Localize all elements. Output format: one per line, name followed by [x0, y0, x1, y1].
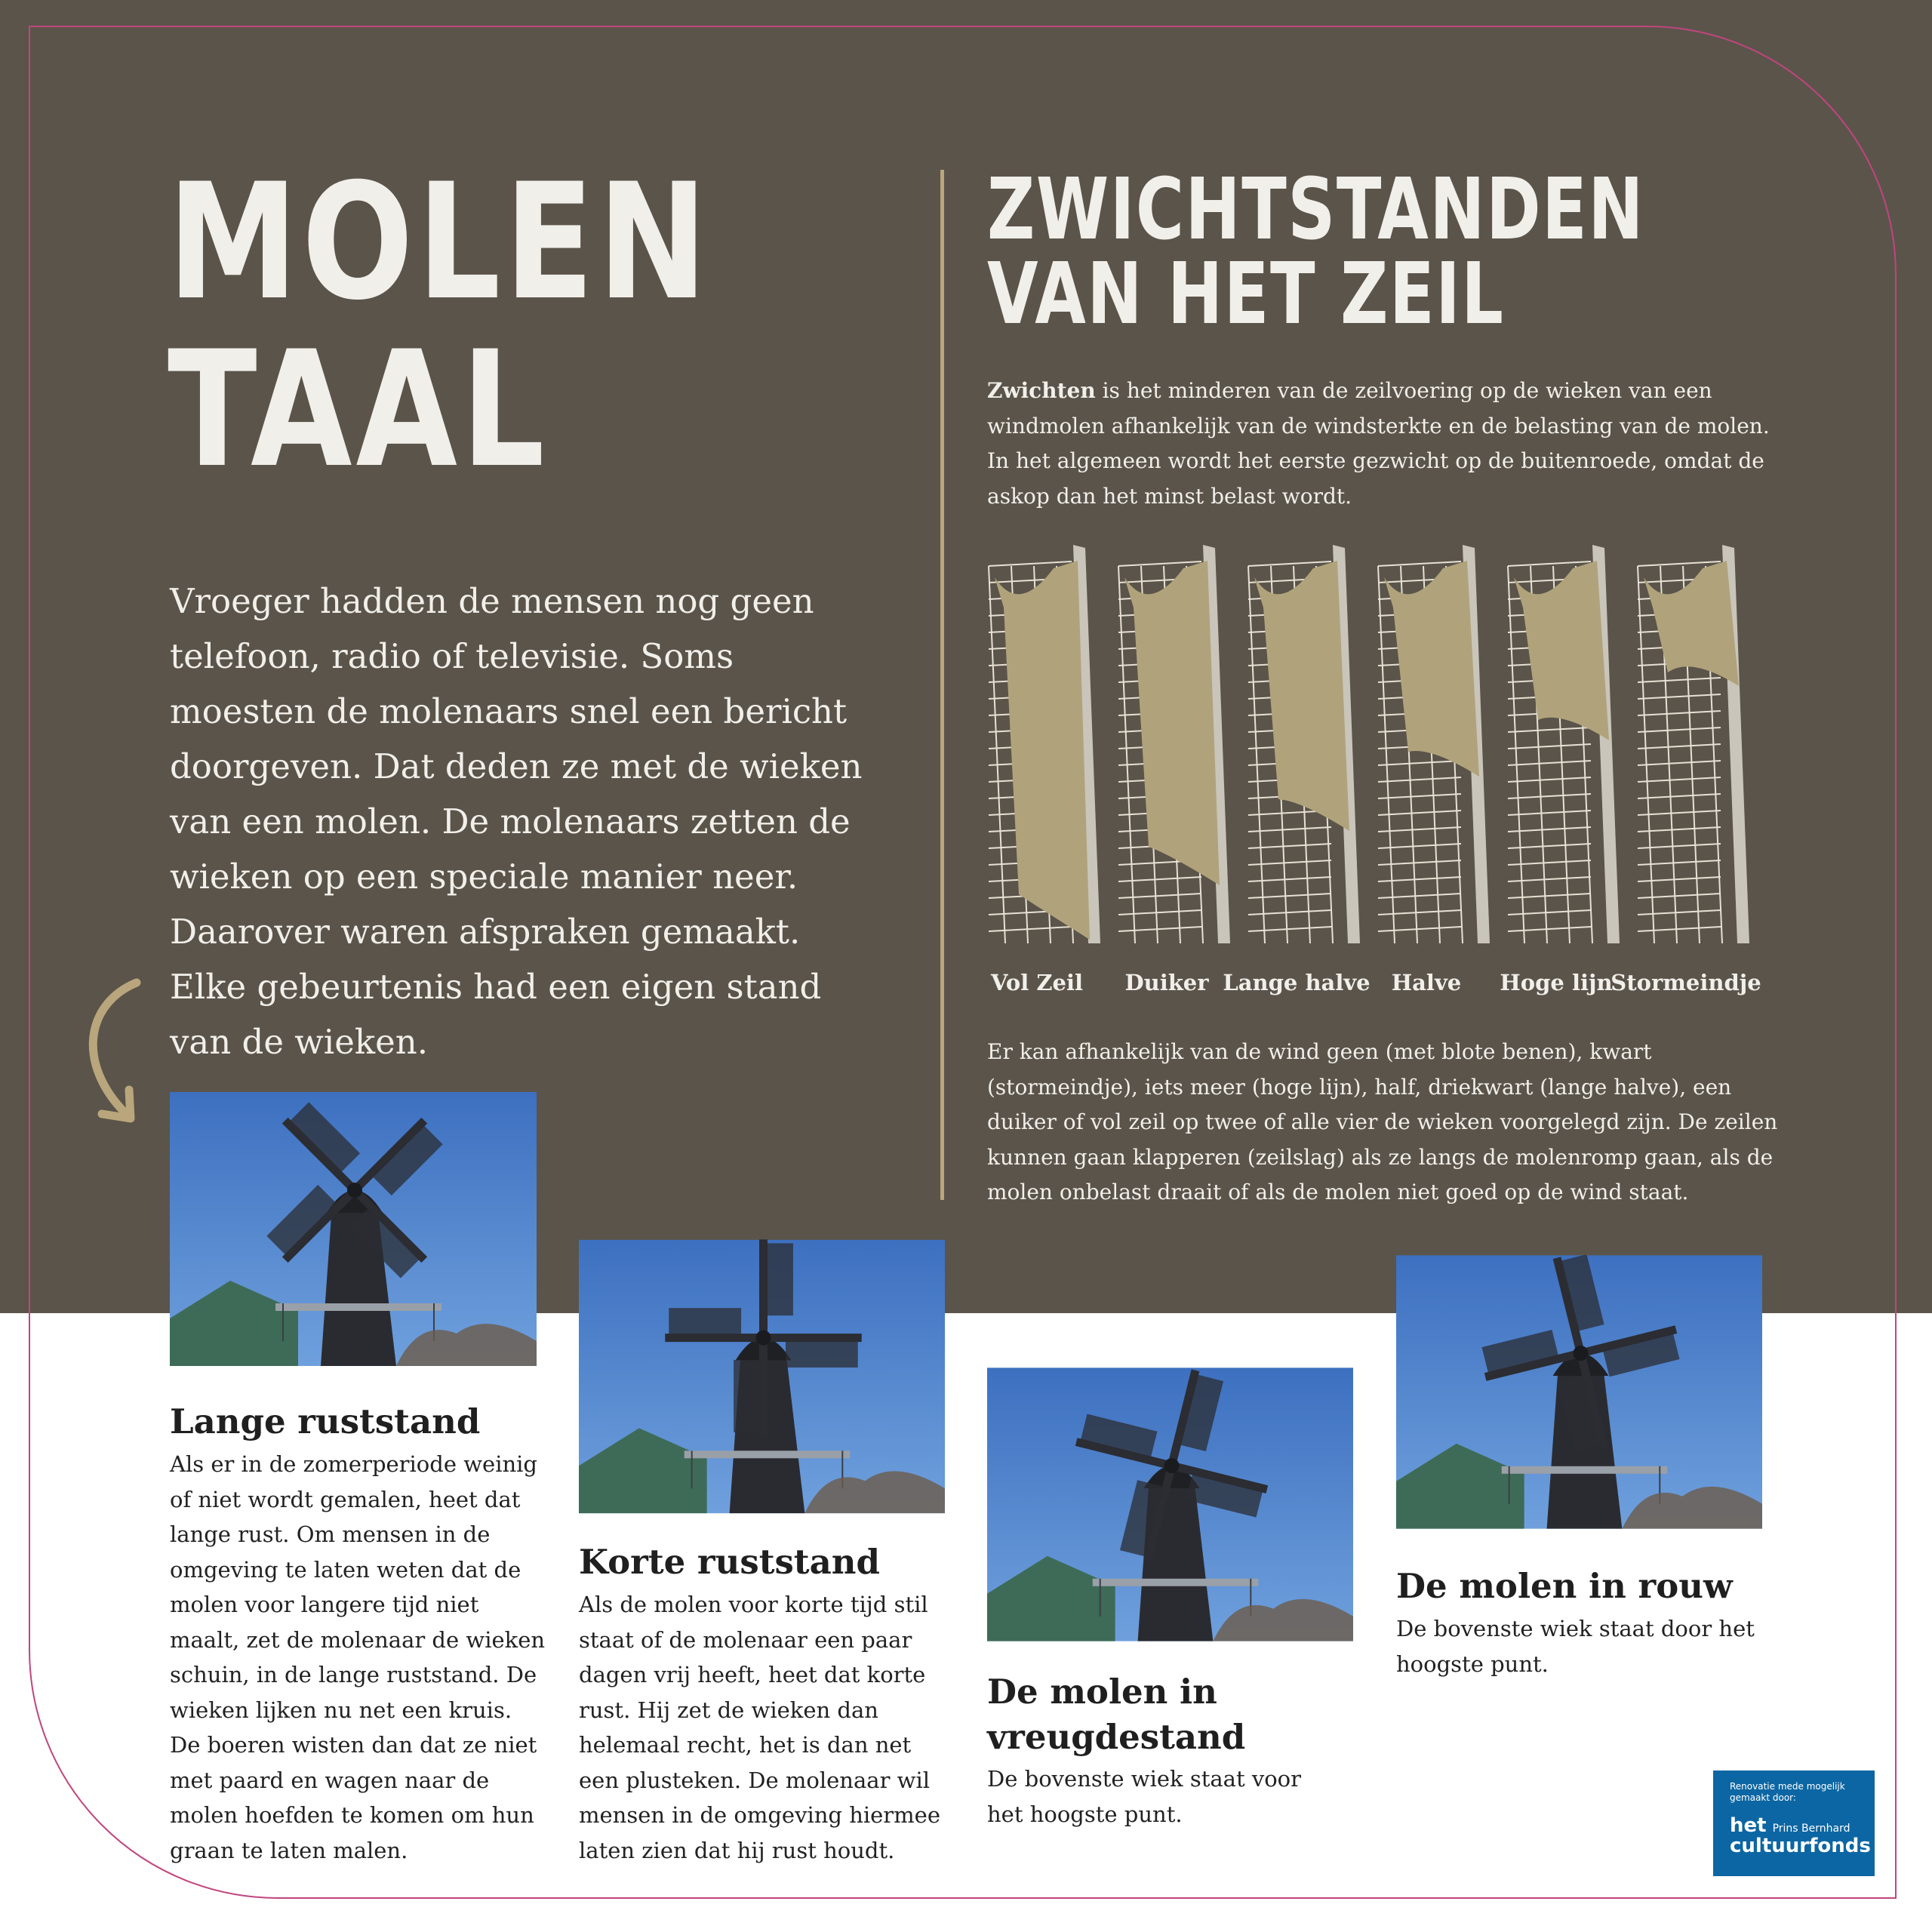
blade-6 [1638, 545, 1749, 943]
blade-3 [1248, 545, 1360, 943]
photo-rouw [1396, 1255, 1762, 1529]
main-title-line-1: MOLEN [168, 149, 712, 335]
blade-label-6: Stormeindje [1611, 970, 1761, 995]
card-title-rouw: De molen in rouw [1396, 1566, 1733, 1606]
card-text-korte-ruststand: Als de molen voor korte tijd stil staat of de molenaar een paar dagen vrij heeft, heet dat korte rust. Hij zet de wieken dan helemaal recht, het is dan net een plusteken. De molenaar wil mensen in de omgeving hiermee laten zien dat hij rust houdt. [579, 1592, 940, 1863]
card-text-rouw: De bovenste wiek staat door het hoogste punt. [1396, 1616, 1755, 1677]
logo-cultuurfonds: cultuurfonds [1730, 1835, 1871, 1857]
blade-label-1: Vol Zeil [991, 970, 1083, 995]
zwichten-paragraph [987, 374, 1780, 514]
section-title [987, 161, 1645, 343]
sail-positions-illustration [981, 536, 1796, 958]
card-title-lange-ruststand: Lange ruststand [170, 1401, 481, 1441]
logo-caption: Renovatie mede mogelijk gemaakt door: [1730, 1781, 1845, 1803]
column-divider [940, 170, 944, 1200]
blade-label-5: Hoge lijn [1500, 970, 1613, 995]
card-text-vreugdestand: De bovenste wiek staat voor het hoogste punt. [987, 1766, 1301, 1827]
logo-het: het [1730, 1814, 1767, 1837]
zwichten-definition: is het minderen van de zeilvoering op de wieken van een windmolen afhankelijk van de windsterkte en de belasting van de molen. In het algemeen wordt het eerste gezwicht op de buitenroede, omdat de askop dan het minst belast wordt. [987, 378, 1770, 509]
logo-prins-bernhard: Prins Bernhard [1772, 1823, 1850, 1835]
card-title-korte-ruststand: Korte ruststand [579, 1542, 880, 1582]
blade-4 [1378, 545, 1490, 943]
intro-text: Vroeger hadden de mensen nog geen telefoon, radio of televisie. Soms moesten de molenaars snel een bericht doorgeven. Dat deden ze met de wieken van een molen. De molenaars zetten de wieken op een speciale manier neer. Daarover waren afspraken gemaakt. Elke gebeurtenis had een eigen stand van de wieken. [170, 581, 863, 1062]
section-title-line-2: VAN HET ZEIL [987, 245, 1505, 343]
curved-arrow-icon [72, 974, 155, 1132]
zwichten-term: Zwichten [987, 378, 1096, 403]
cultuurfonds-logo [1713, 1770, 1875, 1876]
photo-vreugdestand [987, 1367, 1353, 1641]
blade-2 [1118, 545, 1230, 943]
card-title-vreugdestand: De molen in vreugdestand [987, 1672, 1246, 1757]
main-title [168, 149, 712, 503]
sail-settings-paragraph: Er kan afhankelijk van de wind geen (met blote benen), kwart (stormeindje), iets meer (hoge lijn), half, driekwart (lange halve), een duiker of vol zeil op twee of alle vier de wieken voorgelegd zijn. De zeilen kunnen gaan klapperen (zeilslag) als ze langs de molenromp gaan, als de molen onbelast draait of als de molen niet goed op de wind staat. [987, 1039, 1778, 1204]
card-text-lange-ruststand: Als er in de zomerperiode weinig of niet wordt gemalen, heet dat lange rust. Om mensen in de omgeving te laten weten dat de molen voor langere tijd niet maalt, zet de molenaar de wieken schuin, in de lange ruststand. De wieken lijken nu net een kruis. De boeren wisten dan dat ze niet met paard en wagen naar de molen hoefden te komen om hun graan te laten malen. [170, 1451, 546, 1863]
blade-1 [989, 545, 1100, 943]
blade-label-4: Halve [1391, 970, 1462, 995]
section-title-line-1: ZWICHTSTANDEN [987, 161, 1645, 259]
photo-lange-ruststand [170, 1092, 537, 1366]
blade-label-2: Duiker [1124, 970, 1209, 995]
main-title-line-2: TAAL [168, 316, 549, 503]
blade-5 [1508, 545, 1620, 943]
blade-label-3: Lange halve [1223, 970, 1371, 995]
photo-korte-ruststand [579, 1239, 945, 1514]
